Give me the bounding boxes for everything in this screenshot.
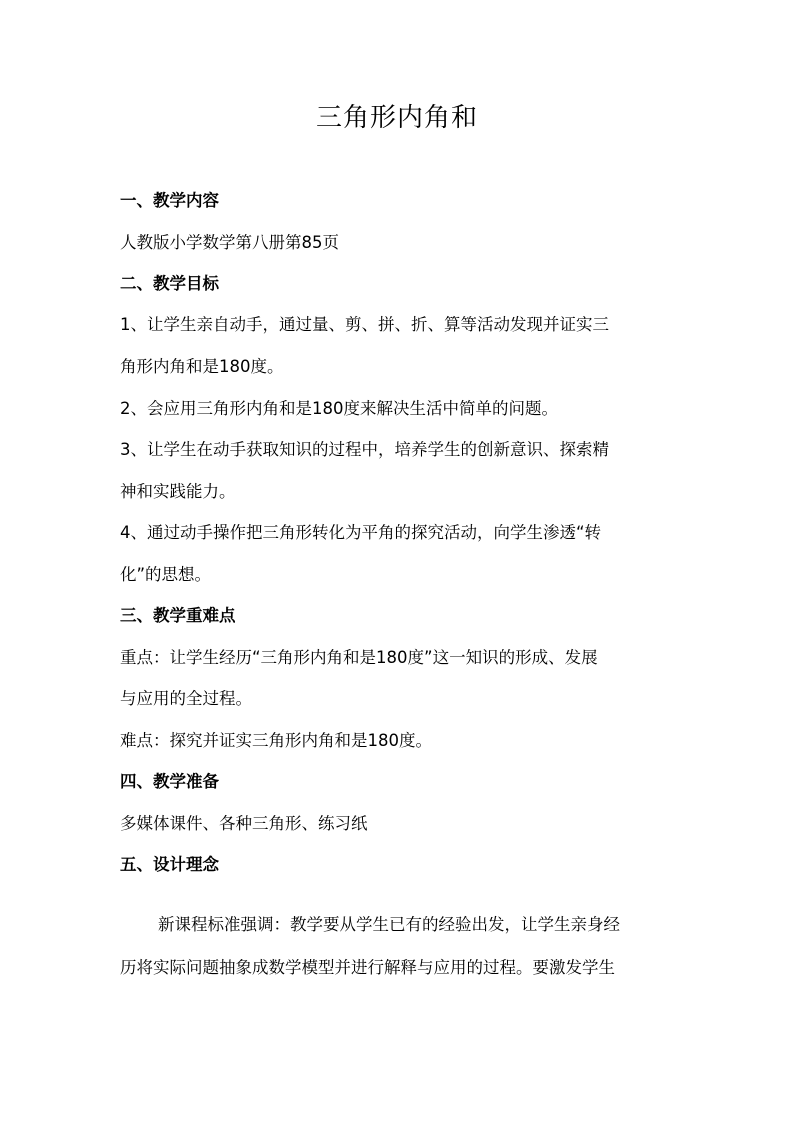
document-title: 三角形内角和 — [315, 103, 478, 133]
paragraph-line: 1、让学生亲自动手，通过量、剪、拼、折、算等活动发现并证实三 — [120, 315, 609, 334]
section-heading-design-concept: 五、设计理念 — [120, 855, 219, 874]
paragraph-line: 3、让学生在动手获取知识的过程中，培养学生的创新意识、探索精 — [120, 440, 609, 459]
paragraph-line: 多媒体课件、各种三角形、练习纸 — [120, 814, 368, 833]
paragraph-line: 重点：让学生经历“三角形内角和是180度”这一知识的形成、发展 — [120, 648, 598, 667]
paragraph-line: 人教版小学数学第八册第85页 — [120, 233, 339, 252]
paragraph-line: 与应用的全过程。 — [120, 689, 252, 708]
paragraph-line: 神和实践能力。 — [120, 482, 236, 501]
paragraph-line: 历将实际问题抽象成数学模型并进行解释与应用的过程。要激发学生 — [120, 958, 615, 977]
section-heading-content: 一、教学内容 — [120, 191, 219, 210]
paragraph-line: 难点：探究并证实三角形内角和是180度。 — [120, 731, 432, 750]
section-heading-objectives: 二、教学目标 — [120, 274, 219, 293]
paragraph-line: 2、会应用三角形内角和是180度来解决生活中简单的问题。 — [120, 399, 558, 418]
paragraph-line: 角形内角和是180度。 — [120, 357, 284, 376]
section-heading-key-points: 三、教学重难点 — [120, 606, 236, 625]
paragraph-line: 化”的思想。 — [120, 565, 212, 584]
paragraph-line: 4、通过动手操作把三角形转化为平角的探究活动，向学生渗透“转 — [120, 523, 602, 542]
paragraph-line: 新课程标准强调：教学要从学生已有的经验出发，让学生亲身经 — [158, 915, 620, 934]
section-heading-preparation: 四、教学准备 — [120, 772, 219, 791]
